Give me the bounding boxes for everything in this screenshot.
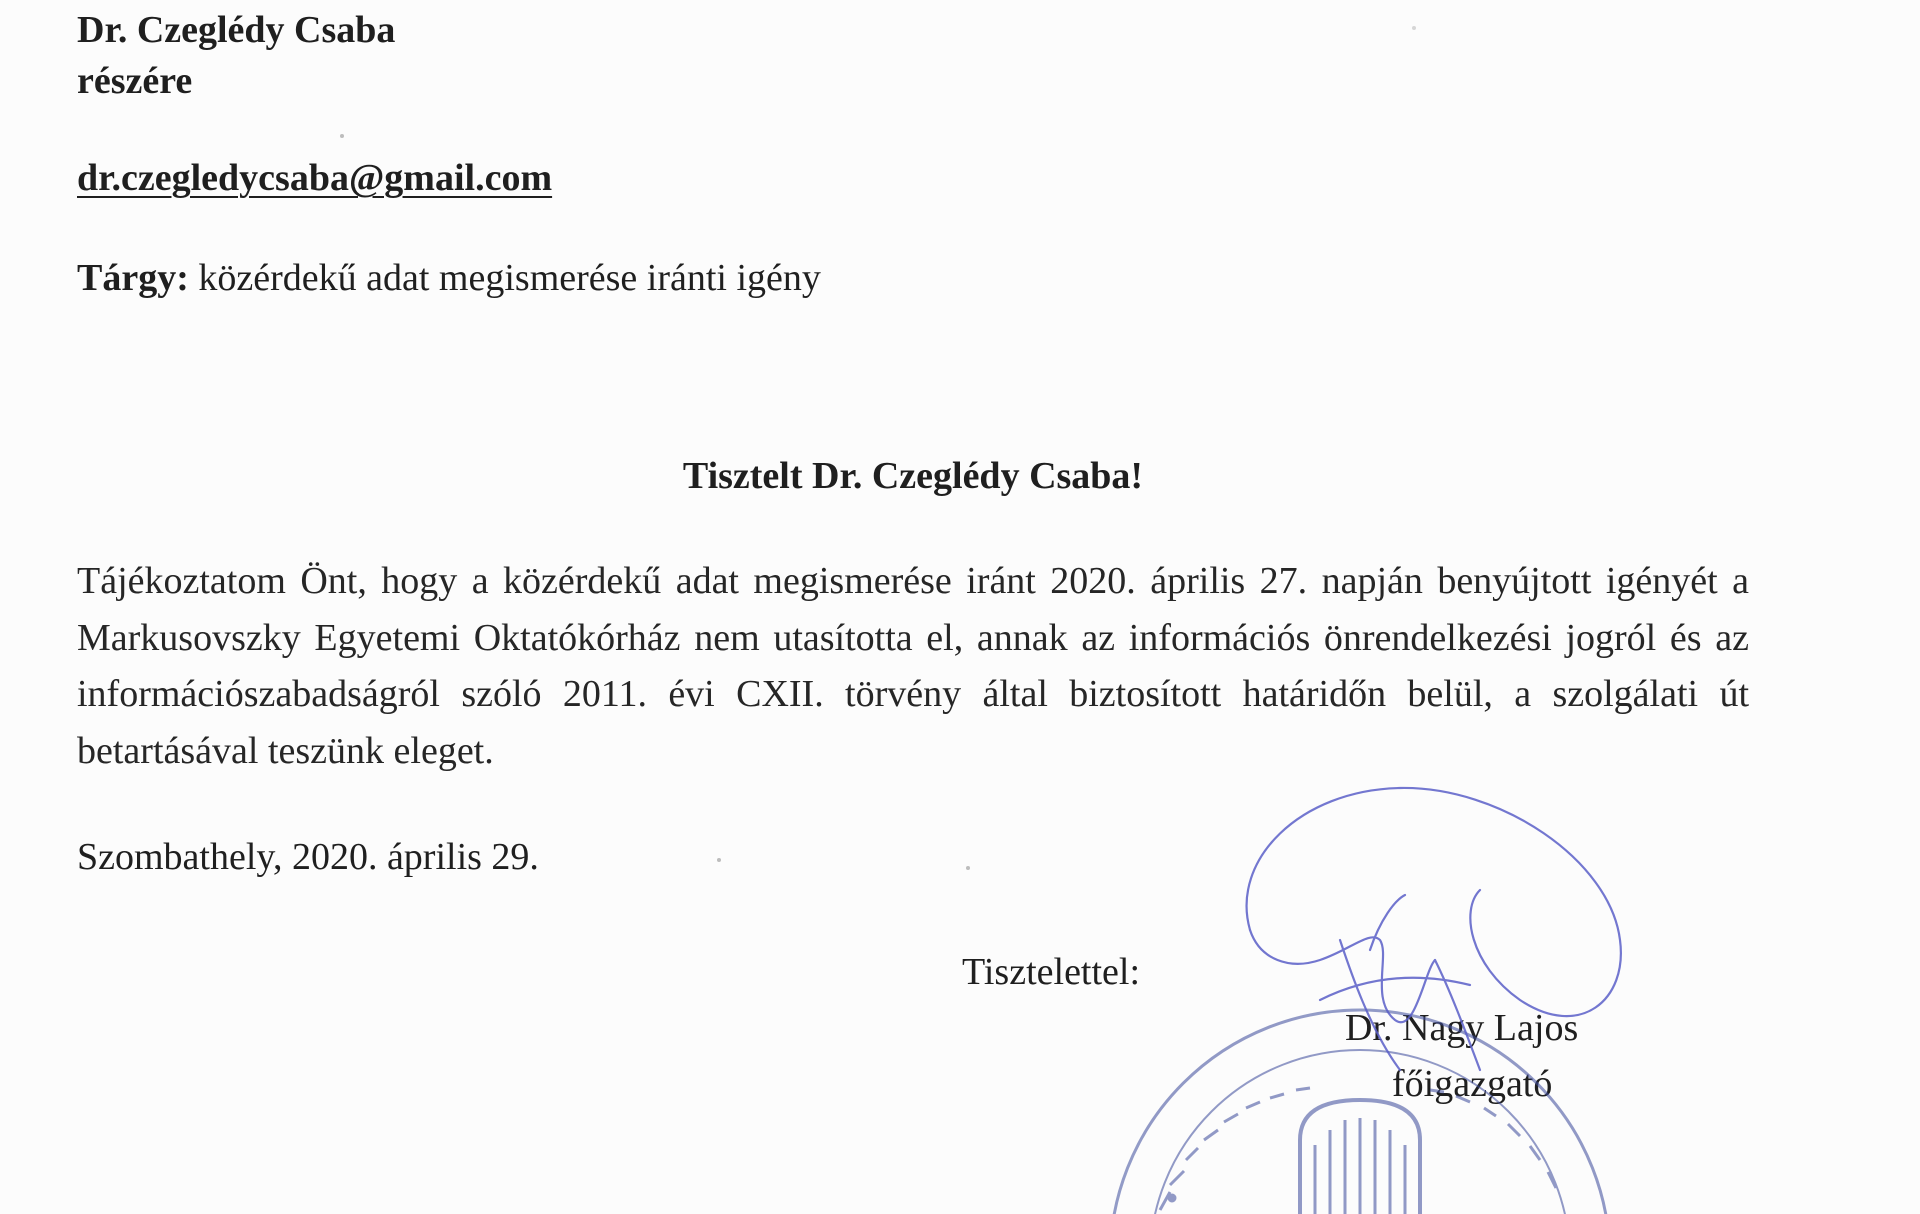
recipient-email[interactable]: dr.czegledycsaba@gmail.com xyxy=(77,157,553,199)
scan-speck xyxy=(717,858,721,862)
closing: Tisztelettel: xyxy=(962,951,1141,993)
subject-label: Tárgy: xyxy=(77,257,189,299)
recipient-suffix: részére xyxy=(77,60,193,102)
scan-speck xyxy=(340,134,344,138)
date-line: Szombathely, 2020. április 29. xyxy=(77,836,539,878)
subject-line xyxy=(77,256,821,300)
handwritten-signature xyxy=(1220,770,1640,1100)
signer-title: főigazgató xyxy=(1392,1063,1553,1105)
salutation: Tisztelt Dr. Czeglédy Csaba! xyxy=(682,455,1144,497)
recipient-name: Dr. Czeglédy Csaba xyxy=(77,9,396,51)
subject-text: közérdekű adat megismerése iránti igény xyxy=(188,257,821,299)
signer-name: Dr. Nagy Lajos xyxy=(1345,1007,1579,1049)
body-paragraph: Tájékoztatom Önt, hogy a közérdekű adat megismerése iránt 2020. április 27. napján benyújtott igényét a Markusovszky Egyetemi Oktatókórház nem utasította el, annak az információs önrendelkezési jogról és az információszabadságról szóló 2011. évi CXII. törvény által biztosított határidőn belül, a szolgálati út betartásával teszünk eleget. xyxy=(77,560,1749,772)
scan-speck xyxy=(1412,26,1416,30)
scan-speck xyxy=(966,866,970,870)
